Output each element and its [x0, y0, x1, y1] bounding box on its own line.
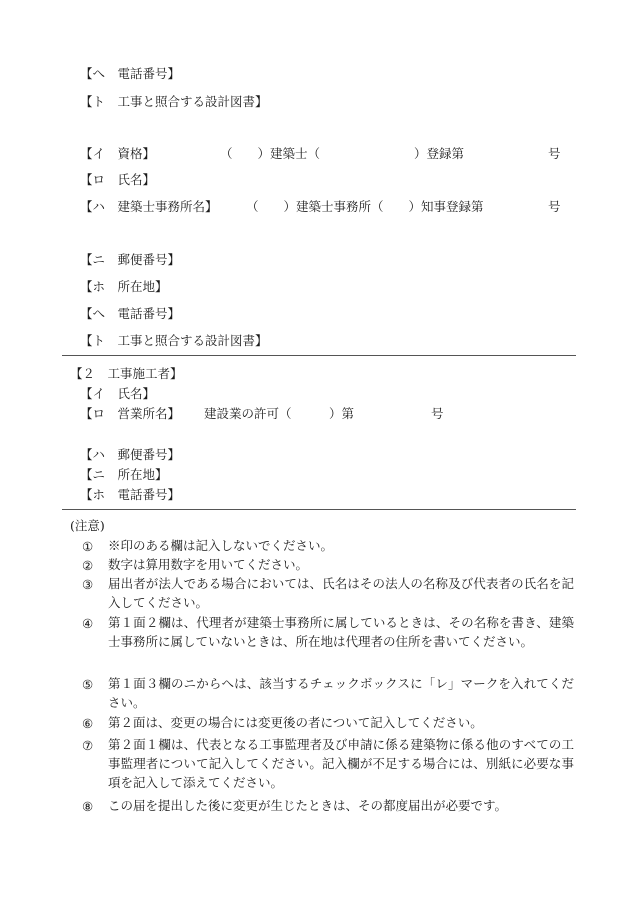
construction-permit: 建設業の許可（ ）第 [204, 406, 355, 421]
contractor-name: 【イ 氏名】 [80, 386, 156, 401]
office-registration-paren: （ ）建築士事務所（ ）知事登録第 [246, 199, 484, 214]
construction-permit-go: 号 [431, 406, 444, 421]
note-number: ④ [82, 616, 94, 631]
note-number: ① [82, 539, 94, 554]
section-divider-2 [62, 509, 576, 510]
note-text: 第１面３欄のニからへは、該当するチェックボックスに「レ」マークを入れてください。 [108, 676, 574, 710]
contractor-address: 【ニ 所在地】 [80, 467, 168, 482]
note-number: ⑥ [82, 716, 94, 731]
field-ro-name: 【ロ 氏名】 [80, 172, 156, 187]
field-he-phone-2: 【へ 電話番号】 [80, 306, 181, 321]
contractor-phone: 【ホ 電話番号】 [80, 487, 181, 502]
field-i-qualification-label: 【イ 資格】 [80, 146, 156, 161]
note-text: 届出者が法人である場合においては、氏名はその法人の名称及び代表者の氏名を記入してください。 [108, 576, 574, 610]
contractor-postal: 【ハ 郵便番号】 [80, 447, 181, 462]
registration-no-label: ）登録第 [414, 146, 465, 161]
contractor-office-label: 【ロ 営業所名】 [80, 406, 181, 421]
notes-heading: (注意) [70, 518, 105, 533]
field-ha-office-label: 【ハ 建築士事務所名】 [80, 199, 218, 214]
note-text: ※印のある欄は記入しないでください。 [108, 538, 334, 553]
note-text: 第２面は、変更の場合には変更後の者について記入してください。 [108, 715, 483, 730]
architect-class-paren: （ ）建築士（ [220, 146, 321, 161]
note-text: 第１面２欄は、代理者が建築士事務所に属しているときは、その名称を書き、建築士事務所に属していないときは、所在地は代理者の住所を書いてください。 [108, 615, 574, 649]
field-ni-postal: 【ニ 郵便番号】 [80, 252, 181, 267]
section-divider-1 [62, 355, 576, 356]
office-registration-go: 号 [548, 199, 561, 214]
section-contractor-title: 【２ 工事施工者】 [70, 366, 183, 381]
note-number: ⑤ [82, 677, 94, 692]
note-number: ⑦ [82, 738, 94, 753]
field-he-phone-1: 【へ 電話番号】 [80, 66, 181, 81]
field-ho-address: 【ホ 所在地】 [80, 279, 168, 294]
registration-go: 号 [548, 146, 561, 161]
note-text: 第２面１欄は、代表となる工事監理者及び申請に係る建築物に係る他のすべての工事監理者について記入してください。記入欄が不足する場合には、別紙に必要な事項を記入して添えてください。 [108, 737, 574, 790]
note-number: ③ [82, 577, 94, 592]
note-number: ② [82, 558, 94, 573]
field-to-design-docs-1: 【ト 工事と照合する設計図書】 [80, 94, 268, 109]
field-to-design-docs-2: 【ト 工事と照合する設計図書】 [80, 333, 268, 348]
note-text: この届を提出した後に変更が生じたときは、その都度届出が必要です。 [108, 798, 508, 813]
note-text: 数字は算用数字を用いてください。 [108, 557, 309, 572]
note-number: ⑧ [82, 799, 94, 814]
